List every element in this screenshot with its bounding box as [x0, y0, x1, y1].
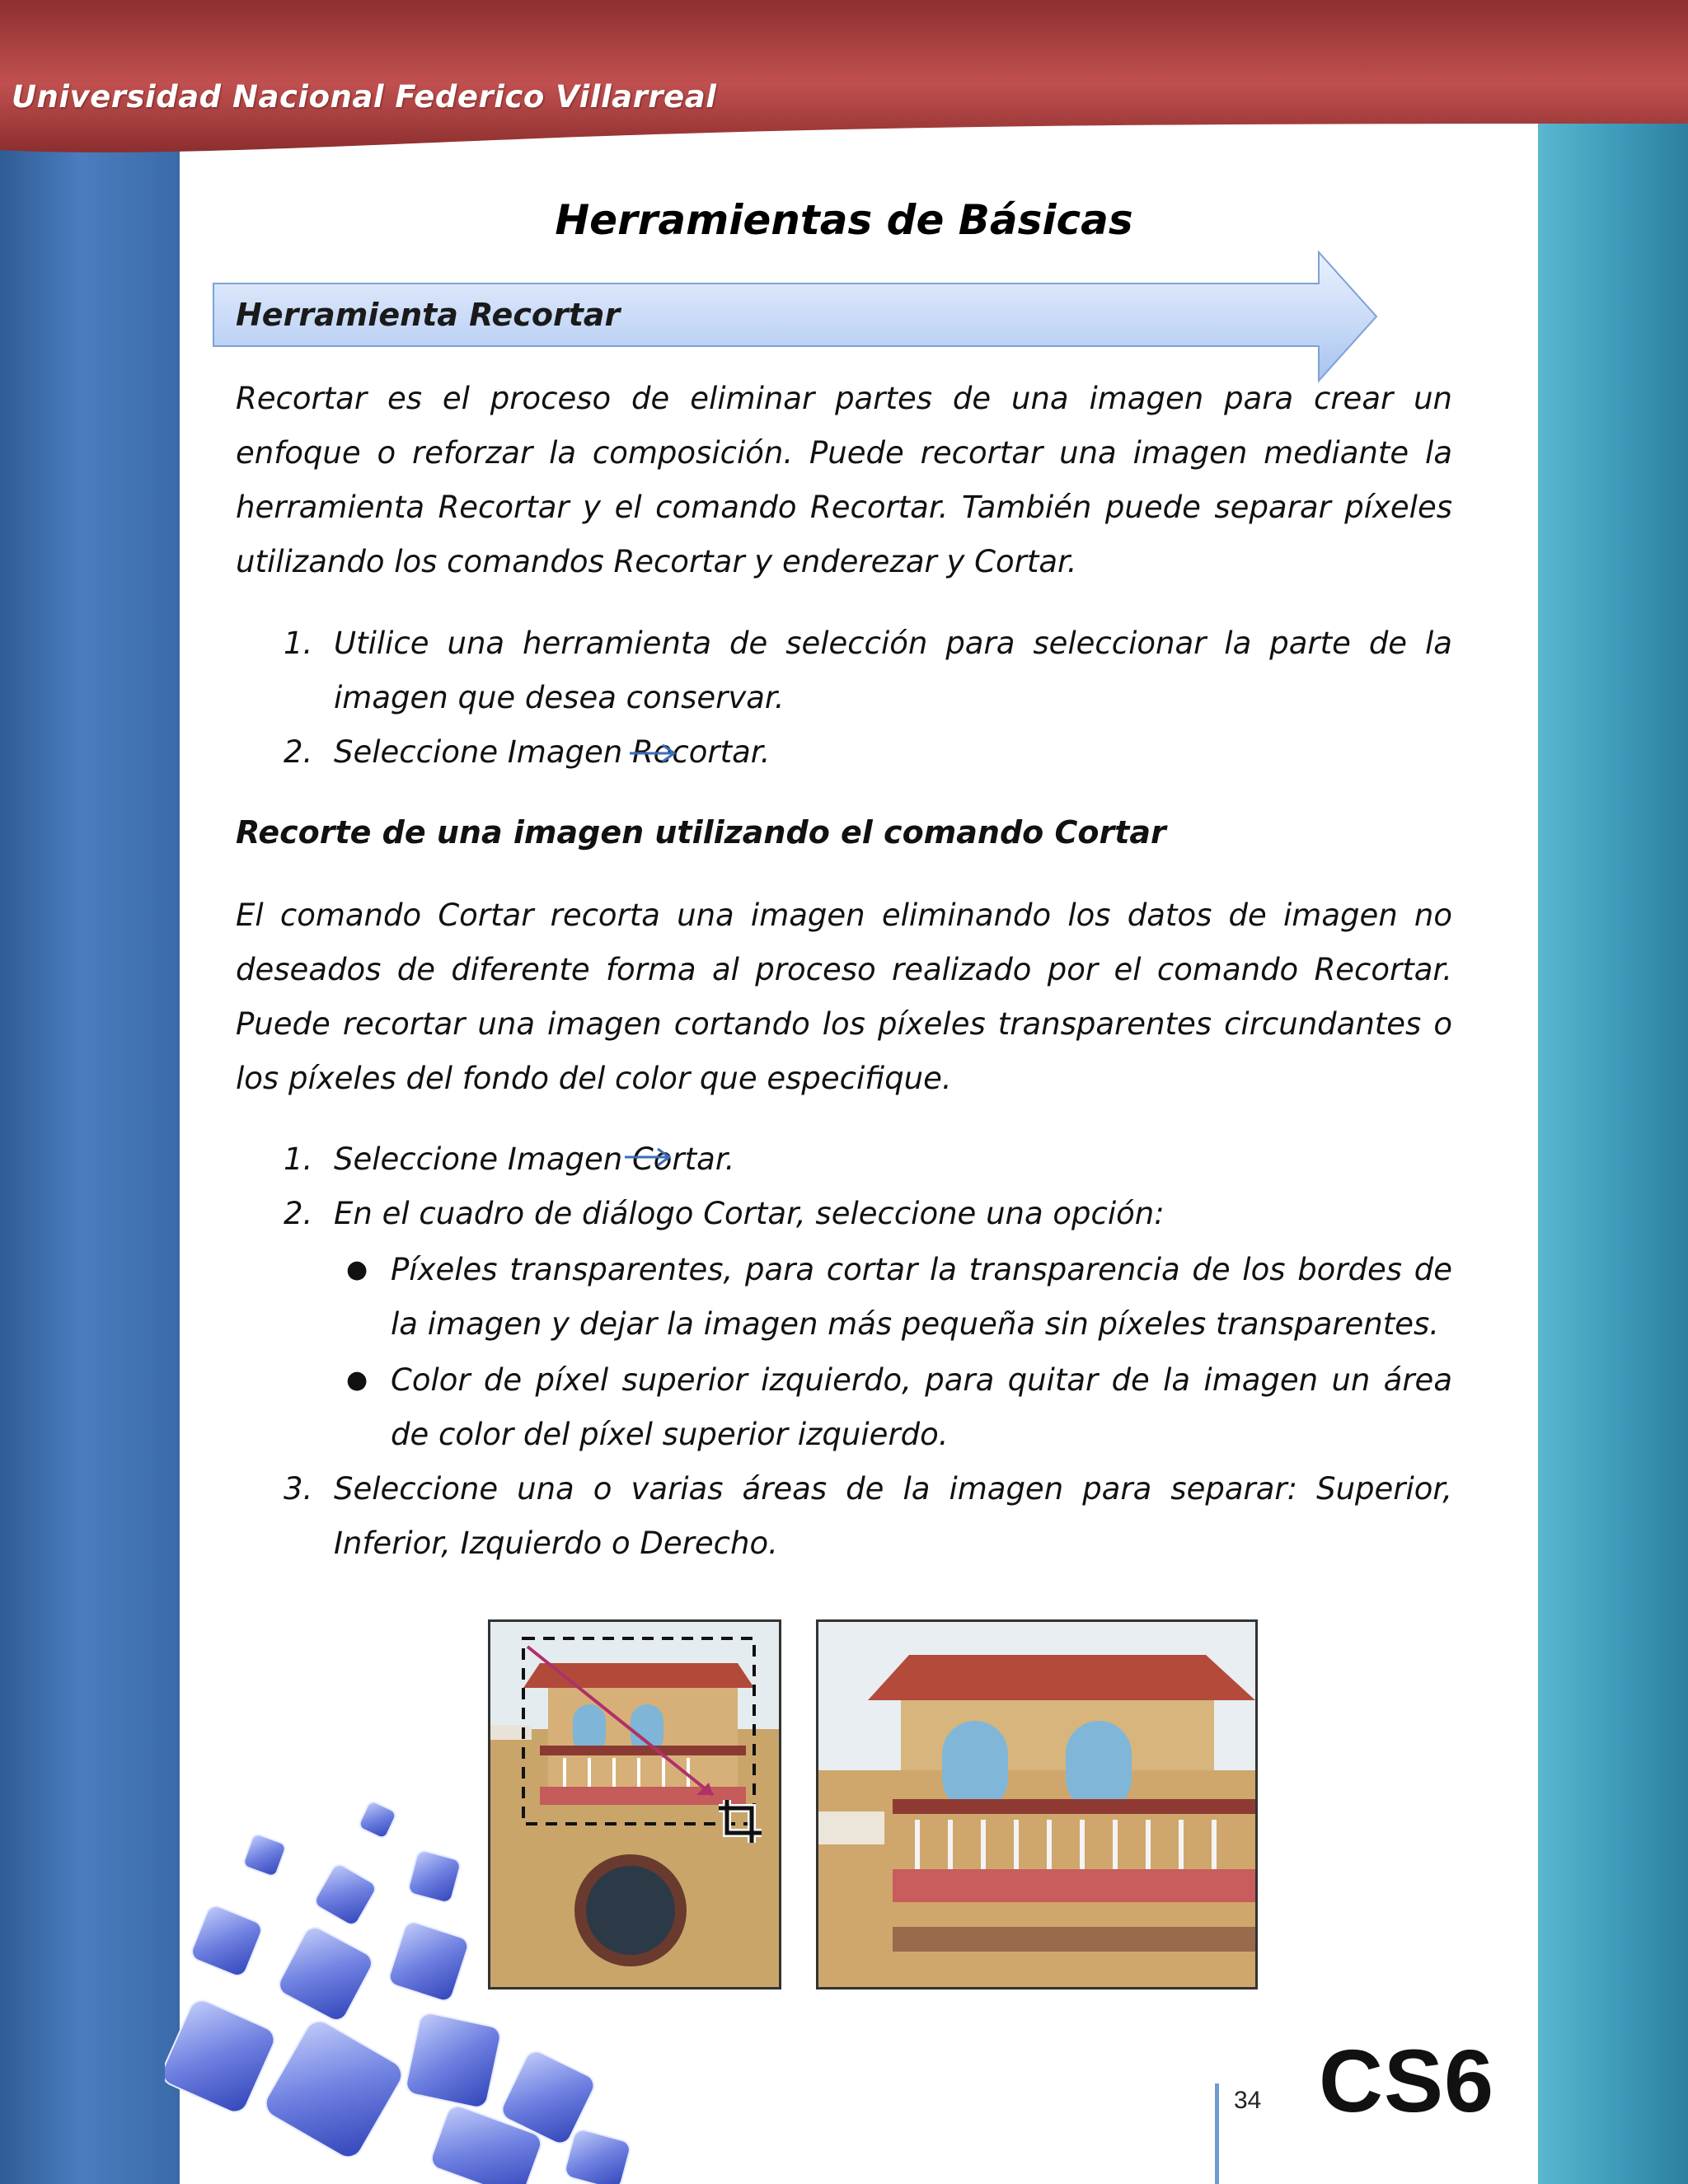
page-number-divider: [1215, 2083, 1219, 2184]
step-number: 1.: [284, 626, 313, 661]
crop-icon: [715, 1797, 765, 1846]
arrow-right-icon: [628, 740, 679, 765]
page-title: Herramientas de Básicas: [555, 196, 1133, 244]
step-text: Seleccione una o varias áreas de la imagen para separar: Superior, Inferior, Izquierdo o Derecho.: [334, 1471, 1452, 1561]
subsection-heading: Recorte de una imagen utilizando el comando Cortar: [236, 814, 1166, 851]
step-text: Seleccione Imagen Cortar.: [334, 1141, 735, 1177]
university-name: Universidad Nacional Federico Villarreal: [12, 79, 717, 115]
step-text: Seleccione Imagen Recortar.: [334, 734, 771, 770]
bullet-text: Píxeles transparentes, para cortar la transparencia de los bordes de la imagen y dejar la imagen más pequeña sin píxeles transparentes.: [391, 1252, 1452, 1342]
page-number: 34: [1234, 2087, 1262, 2114]
bullet-text: Color de píxel superior izquierdo, para quitar de la imagen un área de color del píxel superior izquierdo.: [391, 1362, 1452, 1452]
step-number: 2.: [284, 1196, 313, 1231]
step-text: En el cuadro de diálogo Cortar, seleccione una opción:: [334, 1196, 1165, 1231]
bullet-icon: ●: [346, 1366, 368, 1394]
subsection-paragraph: El comando Cortar recorta una imagen eliminando los datos de imagen no deseados de diferente forma al proceso realizado por el comando Recortar. Puede recortar una imagen cortando los píxeles transparentes circundantes o los píxeles del fondo del color que especifique.: [236, 898, 1452, 1096]
section-heading: Herramienta Recortar: [236, 297, 621, 333]
intro-paragraph: Recortar es el proceso de eliminar partes de una imagen para crear un enfoque o reforzar la composición. Puede recortar una imagen mediante la herramienta Recortar y el comando Recortar. También puede separar píxeles utilizando los comandos Recortar y enderezar y Cortar.: [236, 381, 1452, 579]
cs6-logo-text: CS6: [1319, 2031, 1495, 2130]
arrow-right-icon: [623, 1146, 674, 1170]
cropped-result-image: [816, 1619, 1258, 1990]
bullet-icon: ●: [346, 1255, 368, 1284]
header-band: [0, 0, 1688, 157]
left-side-band: [0, 124, 180, 2184]
step-number: 3.: [284, 1471, 313, 1507]
right-side-band: [1538, 124, 1688, 2184]
step-text: Utilice una herramienta de selección para seleccionar la parte de la imagen que desea conservar.: [334, 626, 1452, 715]
step-number: 1.: [284, 1141, 313, 1177]
step-number: 2.: [284, 734, 313, 770]
